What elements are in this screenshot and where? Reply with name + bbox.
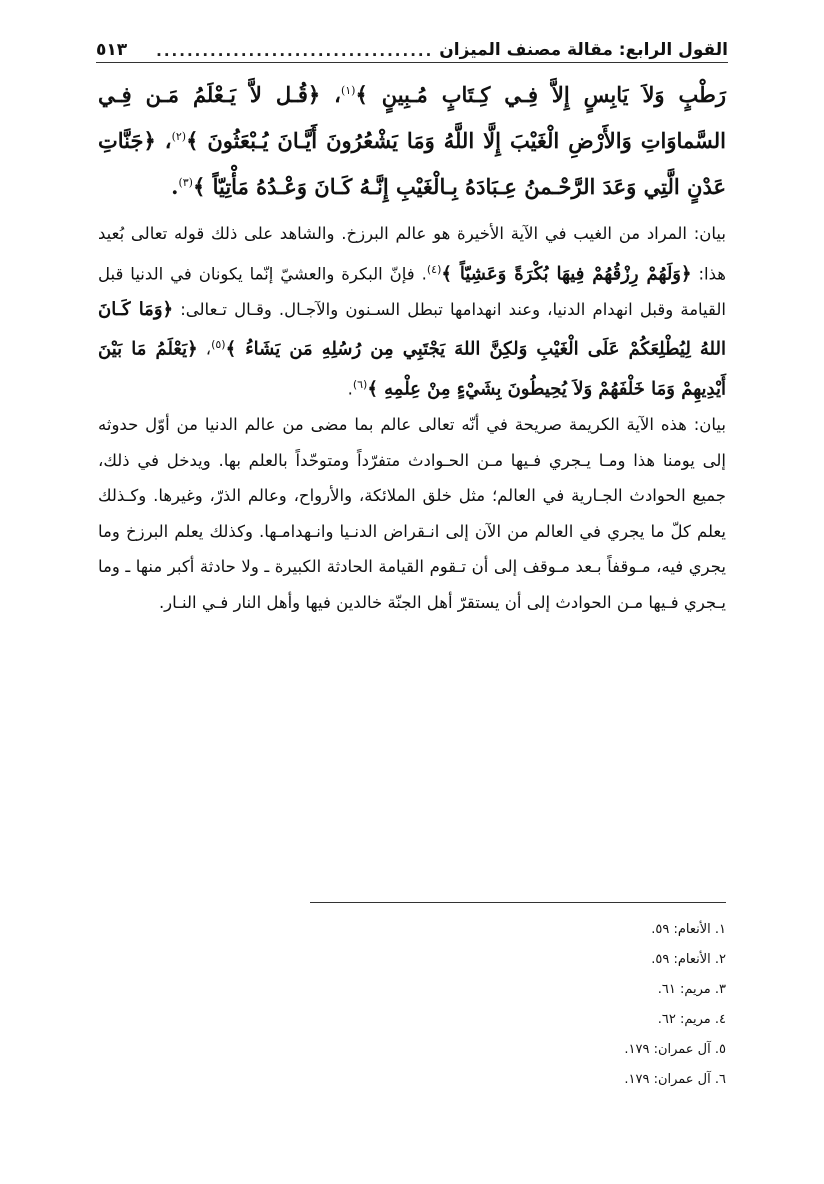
paragraph-1-end: . [347,379,353,399]
page-number: ٥١٣ [96,40,128,60]
header-title: القول الرابع: مقالة مصنف الميزان [439,40,728,60]
quran-quote-b: ﴿وَمَا كَـانَ اللهُ لِيُطْلِعَكُمْ عَلَى الْغَيْبِ وَلكِنَّ اللهَ يَجْتَبِي مِن رُسُلِهِ مَن يَشَاءُ ﴾ [98,298,727,360]
quran-quote-c: ﴿يَعْلَمُ مَا بَيْنَ أَيْدِيهِمْ وَمَا خَلْفَهُمْ وَلاَ يُحِيطُونَ بِشَيْءٍ مِنْ عِلْمِهِ ﴾ [98,338,726,400]
verse-2: ، ﴿قُـل لاَّ يَـعْلَمُ مَـن فِـي السَّماوَاتِ وَالأَرْضِ الْغَيْبَ إِلَّا اللَّهُ وَمَا يَشْعُرُونَ أَيَّـانَ يُـبْعَثُونَ ﴾ [98,82,726,153]
header-leader-dots: .................................... [156,42,434,60]
paragraph-2: بيان: هذه الآية الكريمة صريحة في أنّه تعالى عالم بما مضى من عالم الدنيا من أوّل حدوثه إلى يومنا هذا ومـا يـجري فـيها مـن الحـوادث متفرّداً ومتوحّداً بالعلم بها. ويدخل في ذلك، جميع الحوادث الجـارية في العالم؛ مثل خلق الملائكة، والأرواح، وعالم الذرّ، وغيرها. وكـذلك يعلم كلّ ما يجري في العالم من الآن إلى انـقراض الدنـيا وانـهدامـها. وكذلك يعلم البرزخ وما يجري فيه، مـوقفاً بـعد مـوقف إلى أن تـقوم القيامة الحادثة الكبيرة ـ ولا حادثة أكبر منها ـ وما يـجري فـيها مـن الحوادث إلى أن يستقرّ أهل الجنّة خالدين فيها وأهل النار فـي النـار. [98,415,726,612]
verse-3: ، ﴿جَنَّاتِ عَدْنٍ الَّتِي وَعَدَ الرَّحْـمنُ عِـبَادَهُ بِـالْغَيْبِ إِنَّـهُ كَـانَ وَعْـدُهُ مَأْتِيّاً ﴾ [98,128,726,199]
footnote-ref-6: (٦) [352,378,368,391]
footnote-ref-4: (٤) [426,262,442,276]
footnote-ref-2: (٢) [171,130,187,143]
paragraph-1 [98,216,726,407]
quran-quote-a: ﴿وَلَهُمْ رِزْقُهُمْ فِيهَا بُكْرَةً وَعَشِيّاً ﴾ [441,263,692,284]
footnotes-list [326,915,726,1095]
header-rule [96,62,728,63]
paragraph-1-text-a: بيان: المراد من الغيب في الآية الأخيرة هو عالم البرزخ. والشاهد على ذلك قوله تعالى بُعيد هذا: [98,224,726,283]
footnote-6: ٦. آل عمران: ١٧٩. [624,1072,726,1087]
footnote-ref-5: (٥) [211,338,226,351]
quote-separator: ، [197,339,212,359]
footnote-1: ١. الأنعام: ٥٩. [651,922,726,937]
running-header [96,34,728,60]
main-text [98,70,726,620]
footnote-rule [310,902,726,903]
footnote-ref-3: (٣) [178,176,193,189]
paragraph-1-text-b: . فإنّ البكرة والعشيّ إنّما يكونان في الدنيا قبل القيامة وقبل انهدام الدنيا، وعند انهدامها تبطل السـنون والآجـال. وقـال تـعالى: [98,264,726,319]
footnote-ref-1: (١) [340,84,356,97]
quran-verses-block [98,70,726,208]
footnote-3: ٣. مريم: ٦١. [657,982,726,997]
footnote-4: ٤. مريم: ٦٢. [657,1012,726,1027]
footnote-2: ٢. الأنعام: ٥٩. [651,952,726,967]
verse-1: رَطْبٍ وَلاَ يَابِسٍ إِلاَّ فِـي كِـتَابٍ مُـبِينٍ ﴾ [355,82,726,107]
footnote-5: ٥. آل عمران: ١٧٩. [624,1042,726,1057]
verses-end: . [171,174,179,199]
